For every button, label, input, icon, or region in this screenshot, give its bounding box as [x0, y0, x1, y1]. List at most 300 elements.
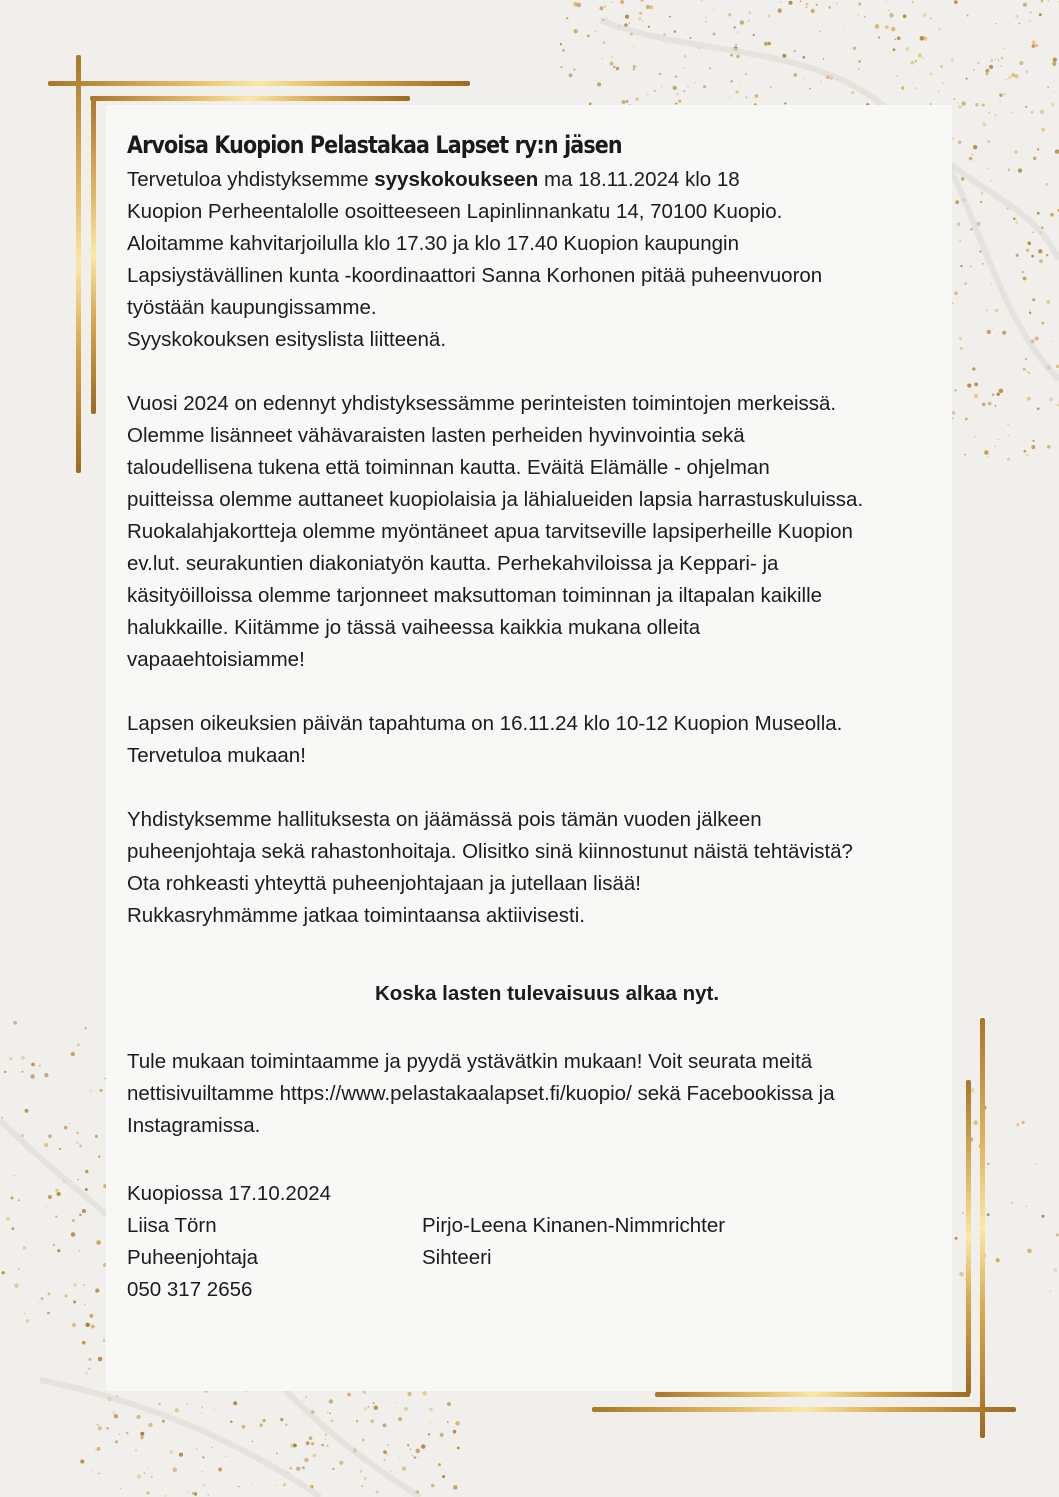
gold-speck: [886, 1, 887, 2]
gold-speck: [431, 1484, 435, 1488]
gold-speck: [311, 1442, 314, 1445]
gold-speck: [633, 45, 634, 46]
gold-speck: [26, 1319, 30, 1323]
gold-speck: [1015, 15, 1019, 19]
letter-title: Arvoisa Kuopion Pelastakaa Lapset ry:n jäsen: [127, 131, 622, 159]
gold-speck: [986, 72, 989, 75]
gold-speck: [616, 67, 619, 70]
gold-speck: [683, 67, 684, 68]
gold-speck: [30, 1074, 34, 1078]
gold-speck: [642, 20, 644, 22]
gold-speck: [654, 90, 656, 92]
gold-speck: [974, 436, 975, 437]
gold-speck: [1023, 3, 1027, 7]
gold-speck: [84, 1304, 85, 1305]
gold-speck: [995, 59, 996, 60]
gold-speck: [677, 93, 679, 95]
gold-speck: [996, 1258, 1000, 1262]
gold-speck: [851, 91, 854, 94]
paragraph-line: vapaaehtoisiamme!: [127, 648, 305, 671]
gold-speck: [1050, 1290, 1052, 1292]
gold-frame-line: [90, 96, 410, 101]
gold-speck: [203, 1484, 206, 1487]
gold-speck: [646, 93, 648, 95]
gold-speck: [1007, 458, 1010, 461]
gold-speck: [364, 1407, 367, 1410]
gold-speck: [1, 1271, 4, 1274]
gold-speck: [1025, 358, 1027, 360]
gold-speck: [986, 310, 988, 312]
gold-speck: [675, 76, 677, 78]
gold-speck: [987, 456, 989, 458]
paragraph-line: Rukkasryhmämme jatkaa toimintaansa aktiivisesti.: [127, 904, 585, 927]
gold-speck: [1015, 218, 1017, 220]
gold-speck: [103, 1339, 105, 1341]
gold-speck: [429, 1422, 431, 1424]
gold-speck: [981, 39, 982, 40]
gold-speck: [709, 67, 711, 69]
gold-speck: [218, 1468, 222, 1472]
gold-speck: [695, 82, 696, 83]
gold-speck: [1001, 57, 1004, 60]
gold-speck: [889, 13, 893, 17]
gold-speck: [804, 78, 805, 79]
gold-speck: [728, 13, 731, 16]
gold-speck: [1048, 0, 1049, 1]
gold-speck: [76, 1131, 79, 1134]
gold-speck: [429, 1408, 432, 1411]
gold-speck: [47, 1292, 50, 1295]
gold-speck: [997, 393, 1000, 396]
gold-speck: [1006, 79, 1007, 80]
gold-speck: [1027, 1249, 1032, 1254]
gold-speck: [1000, 101, 1001, 102]
gold-speck: [98, 1472, 100, 1474]
intro-line: työstään kaupungissamme.: [127, 296, 377, 319]
gold-speck: [569, 73, 573, 77]
gold-speck: [89, 1314, 93, 1318]
gold-speck: [384, 1459, 386, 1461]
gold-speck: [68, 1123, 70, 1125]
gold-speck: [970, 266, 971, 267]
gold-speck: [853, 47, 856, 50]
paragraph-line: Tervetuloa mukaan!: [127, 744, 306, 767]
gold-speck: [57, 1249, 60, 1252]
gold-speck: [940, 65, 943, 68]
gold-speck: [79, 1250, 81, 1252]
gold-speck: [84, 1027, 87, 1030]
intro-line: Kuopion Perheentalolle osoitteeseen Lapinlinnankatu 14, 70100 Kuopio.: [127, 200, 783, 223]
gold-speck: [602, 58, 603, 59]
signer-role: Puheenjohtaja: [127, 1246, 259, 1269]
gold-speck: [251, 1483, 252, 1484]
gold-speck: [573, 68, 576, 71]
gold-speck: [858, 14, 859, 15]
gold-speck: [690, 37, 692, 39]
gold-speck: [113, 1412, 115, 1414]
gold-speck: [828, 6, 831, 9]
gold-speck: [202, 1407, 203, 1408]
gold-speck: [980, 201, 982, 203]
gold-speck: [735, 44, 737, 46]
gold-speck: [77, 1043, 80, 1046]
gold-speck: [361, 1485, 363, 1487]
gold-speck: [740, 20, 745, 25]
gold-speck: [135, 1450, 137, 1452]
gold-frame-line: [592, 1407, 1016, 1412]
gold-speck: [1056, 1233, 1059, 1236]
gold-speck: [713, 33, 716, 36]
gold-speck: [897, 36, 901, 40]
gold-speck: [603, 41, 606, 44]
gold-speck: [162, 1420, 165, 1423]
gold-speck: [362, 1438, 365, 1441]
gold-speck: [442, 1475, 445, 1478]
gold-speck: [958, 105, 962, 109]
gold-speck: [954, 0, 958, 4]
gold-speck: [421, 1444, 425, 1448]
gold-speck: [823, 58, 824, 59]
gold-speck: [77, 1179, 78, 1180]
gold-speck: [982, 122, 986, 126]
gold-speck: [1041, 1215, 1044, 1218]
gold-speck: [173, 1467, 178, 1472]
gold-speck: [447, 1402, 451, 1406]
gold-speck: [48, 1195, 52, 1199]
gold-speck: [373, 1402, 375, 1404]
intro-line: Aloitamme kahvitarjoilulla klo 17.30 ja klo 17.40 Kuopion kaupungin: [127, 232, 739, 255]
gold-speck: [347, 1393, 351, 1397]
gold-speck: [383, 1423, 387, 1427]
gold-speck: [201, 1412, 203, 1414]
gold-speck: [673, 86, 677, 90]
gold-speck: [146, 1491, 149, 1494]
gold-speck: [238, 1486, 239, 1487]
gold-speck: [633, 65, 636, 68]
gold-speck: [73, 1283, 77, 1287]
gold-speck: [1031, 111, 1033, 113]
gold-speck: [440, 1433, 444, 1437]
gold-speck: [1051, 341, 1052, 342]
gold-speck: [649, 5, 653, 9]
gold-speck: [329, 1399, 333, 1403]
gold-speck: [186, 1403, 188, 1405]
gold-frame-line: [48, 81, 470, 86]
gold-speck: [276, 1453, 278, 1455]
paragraph-line: Vuosi 2024 on edennyt yhdistyksessämme perinteisten toimintojen merkeissä.: [127, 392, 837, 415]
gold-speck: [972, 154, 973, 155]
gold-speck: [329, 1412, 331, 1414]
gold-speck: [296, 1466, 300, 1470]
gold-speck: [780, 1, 781, 2]
gold-speck: [88, 1368, 90, 1370]
gold-speck: [86, 1372, 88, 1374]
gold-speck: [80, 1459, 84, 1463]
gold-speck: [1052, 62, 1056, 66]
gold-speck: [89, 1358, 92, 1361]
gold-speck: [669, 16, 671, 18]
gold-speck: [611, 56, 613, 58]
gold-speck: [457, 1446, 460, 1449]
gold-speck: [613, 66, 616, 69]
gold-speck: [923, 13, 927, 17]
gold-speck: [276, 1485, 277, 1486]
gold-speck: [991, 59, 993, 61]
gold-speck: [816, 4, 818, 6]
gold-speck: [46, 1206, 47, 1207]
paragraph-line: Ota rohkeasti yhteyttä puheenjohtajaan ja jutellaan lisää!: [127, 872, 641, 895]
gold-speck: [368, 1406, 370, 1408]
gold-speck: [811, 9, 815, 13]
gold-speck: [1035, 1164, 1036, 1165]
gold-speck: [560, 43, 562, 45]
gold-speck: [90, 1090, 92, 1092]
gold-speck: [1026, 454, 1029, 457]
signer-role: Sihteeri: [422, 1246, 492, 1269]
gold-speck: [912, 1, 914, 3]
intro-paragraph: [127, 164, 967, 356]
gold-speck: [417, 1456, 418, 1457]
gold-speck: [72, 1323, 76, 1327]
gold-speck: [208, 1494, 209, 1495]
gold-speck: [1032, 298, 1035, 301]
gold-speck: [913, 82, 914, 83]
gold-speck: [71, 1052, 75, 1056]
gold-speck: [82, 1341, 86, 1345]
gold-speck: [1035, 44, 1038, 47]
gold-speck: [975, 103, 978, 106]
gold-speck: [1047, 86, 1049, 88]
gold-speck: [1029, 186, 1031, 188]
gold-speck: [1027, 397, 1031, 401]
gold-speck: [11, 1196, 14, 1199]
gold-speck: [137, 1474, 141, 1478]
gold-speck: [753, 34, 755, 36]
gold-speck: [803, 56, 806, 59]
gold-speck: [562, 49, 565, 52]
paragraph-line: Instagramissa.: [127, 1114, 261, 1137]
gold-speck: [1055, 149, 1059, 153]
gold-speck: [705, 21, 707, 23]
gold-speck: [1031, 312, 1032, 313]
gold-speck: [674, 30, 677, 33]
gold-speck: [903, 14, 907, 18]
gold-speck: [71, 1232, 75, 1236]
gold-speck: [1002, 331, 1006, 335]
gold-speck: [989, 65, 993, 69]
gold-speck: [303, 1400, 304, 1401]
gold-speck: [140, 1436, 143, 1439]
gold-speck: [23, 1246, 26, 1249]
gold-speck: [982, 403, 986, 407]
gold-speck: [1032, 232, 1034, 234]
gold-speck: [349, 1460, 350, 1461]
gold-speck: [120, 1488, 121, 1489]
gold-speck: [755, 94, 759, 98]
gold-speck: [621, 100, 625, 104]
gold-speck: [998, 439, 999, 440]
gold-speck: [735, 91, 738, 94]
gold-speck: [98, 1357, 103, 1362]
gold-speck: [455, 1421, 460, 1426]
gold-speck: [169, 1450, 173, 1454]
gold-speck: [65, 1294, 68, 1297]
gold-speck: [731, 80, 733, 82]
gold-speck: [1002, 47, 1004, 49]
gold-speck: [1053, 91, 1055, 93]
gold-speck: [1008, 435, 1010, 437]
signer-chair: [127, 1210, 258, 1306]
gold-speck: [972, 367, 975, 370]
gold-speck: [214, 1409, 215, 1410]
gold-speck: [1029, 11, 1031, 13]
paragraph-line: Lapsen oikeuksien päivän tapahtuma on 16.11.24 klo 10-12 Kuopion Museolla.: [127, 712, 843, 735]
gold-speck: [629, 22, 630, 23]
gold-speck: [1050, 213, 1054, 217]
gold-speck: [700, 0, 703, 1]
gold-speck: [114, 1414, 118, 1418]
gold-speck: [414, 1456, 416, 1458]
gold-speck: [1032, 40, 1036, 44]
gold-speck: [736, 31, 738, 33]
gold-speck: [625, 15, 629, 19]
gold-speck: [1049, 397, 1053, 401]
gold-speck: [396, 1402, 397, 1403]
intro-line: Syyskokouksen esityslista liitteenä.: [127, 328, 447, 351]
gold-speck: [910, 61, 914, 65]
gold-speck: [242, 1425, 246, 1429]
gold-speck: [1015, 221, 1018, 224]
gold-speck: [321, 1444, 324, 1447]
gold-speck: [226, 1456, 227, 1457]
gold-speck: [1033, 440, 1035, 442]
gold-speck: [1050, 37, 1051, 38]
gold-speck: [713, 9, 714, 10]
gold-speck: [982, 104, 985, 107]
gold-speck: [858, 60, 860, 62]
gold-speck: [1025, 70, 1028, 73]
gold-speck: [998, 60, 999, 61]
gold-speck: [1011, 73, 1015, 77]
gold-speck: [639, 12, 642, 15]
gold-speck: [648, 26, 650, 28]
gold-frame-line: [980, 1018, 985, 1438]
paragraph-line: Tule mukaan toimintaamme ja pyydä ystävätkin mukaan! Voit seurata meitä: [127, 1050, 813, 1073]
gold-speck: [82, 1209, 86, 1213]
paragraph-line: ev.lut. seurakuntien diakoniatyön kautta. Perhekahviloissa ja Keppari- ja: [127, 552, 779, 575]
gold-speck: [987, 1213, 990, 1216]
gold-speck: [399, 1457, 400, 1458]
gold-speck: [820, 31, 821, 32]
gold-speck: [610, 62, 614, 66]
gold-speck: [800, 0, 802, 2]
gold-speck: [97, 1424, 99, 1426]
gold-speck: [140, 1432, 144, 1436]
gold-speck: [72, 1219, 75, 1222]
gold-speck: [312, 1454, 316, 1458]
gold-speck: [978, 1224, 979, 1225]
gold-speck: [364, 1477, 367, 1480]
gold-speck: [454, 1433, 455, 1434]
gold-speck: [327, 1412, 329, 1414]
gold-speck: [38, 1302, 40, 1304]
gold-speck: [1007, 424, 1009, 426]
gold-speck: [1021, 1121, 1024, 1124]
gold-speck: [53, 1244, 55, 1246]
gold-speck: [453, 1485, 458, 1490]
gold-speck: [293, 1443, 297, 1447]
gold-speck: [988, 168, 990, 170]
gold-speck: [22, 1071, 24, 1073]
gold-speck: [327, 1445, 329, 1447]
gold-speck: [306, 1441, 310, 1445]
gold-speck: [1023, 450, 1026, 453]
gold-speck: [640, 0, 643, 2]
gold-speck: [13, 1021, 17, 1025]
gold-speck: [992, 328, 993, 329]
marble-vein: [40, 1380, 320, 1497]
gold-speck: [194, 1493, 197, 1496]
gold-speck: [9, 1057, 12, 1060]
gold-speck: [1008, 169, 1011, 172]
gold-speck: [604, 5, 606, 7]
gold-speck: [252, 1441, 253, 1442]
gold-speck: [76, 1141, 79, 1144]
gold-speck: [1031, 255, 1034, 258]
gold-speck: [83, 1284, 85, 1286]
intro-line: Tervetuloa yhdistyksemme syyskokoukseen ma 18.11.2024 klo 18: [127, 168, 740, 191]
gold-speck: [606, 18, 607, 19]
gold-speck: [1025, 106, 1027, 108]
gold-speck: [768, 42, 771, 45]
gold-speck: [878, 36, 880, 38]
gold-speck: [147, 1468, 148, 1469]
gold-speck: [422, 1391, 427, 1396]
gold-speck: [360, 1470, 363, 1473]
gold-speck: [975, 25, 977, 27]
gold-speck: [905, 47, 909, 51]
gold-speck: [587, 35, 590, 38]
gold-speck: [187, 1490, 190, 1493]
gold-speck: [982, 263, 984, 265]
gold-speck: [100, 1089, 103, 1092]
gold-speck: [973, 69, 974, 70]
gold-speck: [230, 1421, 233, 1424]
event-paragraph: [127, 708, 967, 772]
gold-speck: [280, 1418, 283, 1421]
gold-frame-line: [655, 1392, 970, 1397]
gold-frame-line: [76, 55, 81, 473]
gold-speck: [970, 228, 973, 231]
gold-speck: [988, 112, 989, 113]
gold-speck: [929, 72, 932, 75]
gold-speck: [969, 157, 973, 161]
gold-speck: [302, 1466, 305, 1469]
gold-speck: [175, 1408, 179, 1412]
gold-speck: [745, 73, 747, 75]
gold-speck: [1019, 23, 1021, 25]
gold-speck: [918, 53, 922, 57]
gold-speck: [942, 82, 943, 83]
gold-speck: [4, 1071, 6, 1073]
gold-speck: [119, 1434, 120, 1435]
gold-speck: [404, 1407, 408, 1411]
gold-speck: [1026, 371, 1028, 373]
gold-speck: [577, 3, 582, 8]
gold-speck: [290, 1467, 292, 1469]
gold-speck: [1037, 407, 1040, 410]
gold-speck: [599, 6, 603, 10]
